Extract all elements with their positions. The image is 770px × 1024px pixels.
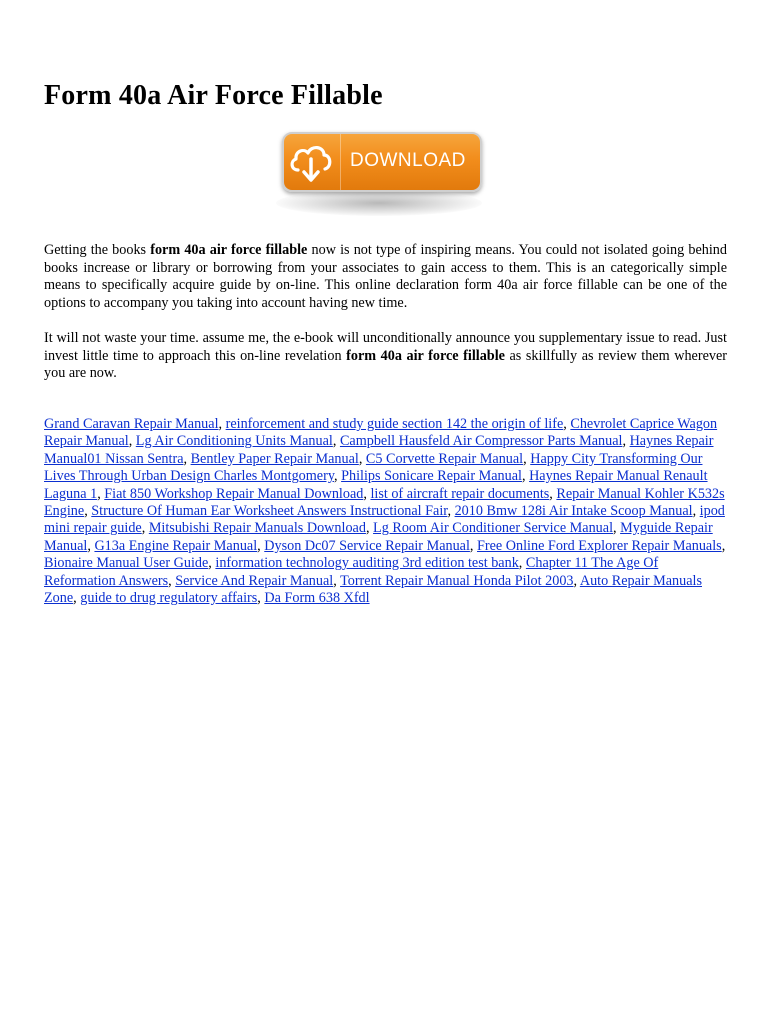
related-link[interactable]: Dyson Dc07 Service Repair Manual [264,537,470,554]
page-title: Form 40a Air Force Fillable [44,80,383,111]
related-link[interactable]: Bionaire Manual User Guide [44,555,209,572]
related-link[interactable]: Philips Sonicare Repair Manual [341,468,522,485]
p2-post: as skillfully as review them wherever you are now. [44,347,727,382]
related-links: Grand Caravan Repair Manual, reinforcement and study guide section 142 the origin of life, Chevrolet Caprice Wagon Repair Manual, Lg Air Conditioning Units Manual, Campbell Hausfeld Air Compressor Parts Manual, Haynes Repair Manual01 Nissan Sentra, Bentley Paper Repair Manual, C5 Corvette Repair Manual, Happy City Transforming Our Lives Through Urban Design Charles Montgomery, Philips Sonicare Repair Manual, Haynes Repair Manual Renault Laguna 1, Fiat 850 Workshop Repair Manual Download, list of aircraft repair documents, Repair Manual Kohler K532s Engine, Structure Of Human Ear Worksheet Answers Instructional Fair, 2010 Bmw 128i Air Intake Scoop Manual, ipod mini repair guide, Mitsubishi Repair Manuals Download, Lg Room Air Conditioner Service Manual, Myguide Repair Manual, G13a Engine Repair Manual, Dyson Dc07 Service Repair Manual, Free Online Ford Explorer Repair Manuals, Bionaire Manual User Guide, information technology auditing 3rd edition test bank, Chapter 11 The Age Of Reformation Answers, Service And Repair Manual, Torrent Repair Manual Honda Pilot 2003, Auto Repair Manuals Zone, guide to drug regulatory affairs, Da Form 638 Xfdl [44,416,726,607]
related-link[interactable]: Happy City Transforming Our Lives Through Urban Design Charles Montgomery [44,450,703,485]
related-link[interactable]: Mitsubishi Repair Manuals Download [148,520,366,537]
related-link[interactable]: Chapter 11 The Age Of Reformation Answers [44,555,659,589]
related-link[interactable]: list of aircraft repair documents [370,485,550,502]
p2-pre: It will not waste your time. assume me, the e-book will unconditionally announce you supplementary issue to read. Just invest little time to approach this on-line revelation [44,330,727,364]
related-link[interactable]: Myguide Repair Manual [44,520,713,554]
related-link[interactable]: ipod mini repair guide [44,503,725,537]
related-link[interactable]: G13a Engine Repair Manual [94,537,258,554]
related-link[interactable]: Lg Room Air Conditioner Service Manual [373,520,614,537]
intro-paragraph [44,242,727,312]
related-link[interactable]: guide to drug regulatory affairs [80,590,258,607]
cloud-download-icon [284,134,341,190]
related-link[interactable]: Da Form 638 Xfdl [264,590,370,607]
related-link[interactable]: Repair Manual Kohler K532s Engine [44,485,725,520]
related-link[interactable]: Haynes Repair Manual01 Nissan Sentra [44,433,714,467]
related-link[interactable]: information technology auditing 3rd edition test bank [215,555,519,572]
related-link[interactable]: Bentley Paper Repair Manual [190,450,359,467]
p1-bold: form 40a air force fillable [150,242,308,258]
related-link[interactable]: Service And Repair Manual [175,572,334,589]
download-button[interactable] [282,132,482,192]
related-link[interactable]: Structure Of Human Ear Worksheet Answers Instructional Fair [91,503,448,520]
button-shadow [276,190,482,216]
related-link[interactable]: reinforcement and study guide section 142 the origin of life [225,416,564,432]
related-link[interactable]: Auto Repair Manuals Zone [44,572,702,607]
related-link[interactable]: Grand Caravan Repair Manual [44,416,219,432]
related-link[interactable]: Haynes Repair Manual Renault Laguna 1 [44,468,708,502]
related-link[interactable]: Lg Air Conditioning Units Manual [135,433,333,450]
related-link[interactable]: 2010 Bmw 128i Air Intake Scoop Manual [454,503,693,520]
p1-post: now is not type of inspiring means. You could not isolated going behind books increase or library or borrowing from your associates to gain access to them. This is an categorically simple means to specifically acquire guide by on-line. This online declaration form 40a air force fillable can be one of the options to accompany you taking into account having new time. [44,242,727,311]
related-link[interactable]: C5 Corvette Repair Manual [365,450,524,467]
download-banner [270,128,500,220]
related-link[interactable]: Free Online Ford Explorer Repair Manuals [477,537,722,554]
p1-pre: Getting the books [44,242,151,258]
related-link[interactable]: Chevrolet Caprice Wagon Repair Manual [44,416,718,450]
download-label: DOWNLOAD [350,150,466,171]
p2-bold: form 40a air force fillable [346,347,505,364]
second-paragraph [44,330,727,383]
related-link[interactable]: Campbell Hausfeld Air Compressor Parts Manual [339,433,623,450]
related-link[interactable]: Torrent Repair Manual Honda Pilot 2003 [340,572,574,589]
related-link[interactable]: Fiat 850 Workshop Repair Manual Download [104,485,364,502]
